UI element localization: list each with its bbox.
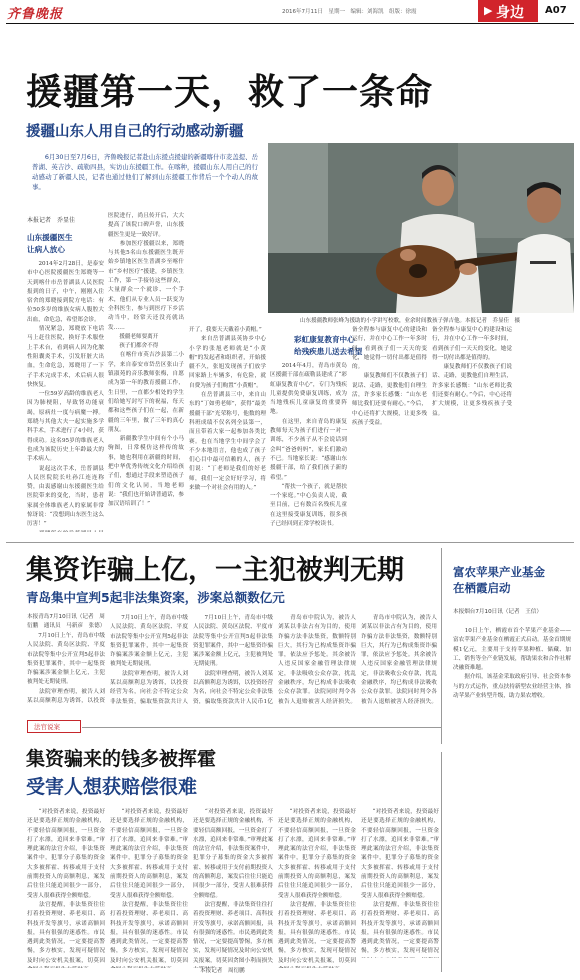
masthead [0, 0, 580, 22]
article2-col2: 7月10日上午，青岛市中级人民法院、黄岛区法院、平度市法院等集中公开宣判5起非法集资犯罪案件，其中一起集资诈骗案涉案金额上亿元，主犯被判处无期徒刑。 法院审理查明，被告人刘某以高额利息为诱饵，以投资经营为名，向社会不特定公众非法集资，骗取集资款共计人 [110, 615, 188, 704]
article1-subhead: 援疆山东人用自己的行动感动新疆 [26, 124, 244, 140]
masthead-meta: 2016年7月11日 星期一 编辑：刘海凯 组版：徐霞 [282, 9, 417, 15]
article2-col3: 7月10日上午，青岛市中级人民法院、黄岛区法院、平度市法院等集中公开宣判5起非法集资犯罪案件，其中一起集资诈骗案涉案金额上亿元，主犯被判处无期徒刑。 法院审理查明，被告人刘某以高额利息为诱饵，以投资经营为名，向社会不特定公众非法集资，骗取集资款共计人民币1亿 [193, 615, 273, 704]
article4-col3: “对投资者来说，投资最好还是要选择正规的金融机构，不要轻信高额回报，一旦资金打了水漂，追回来非常难。”审理此案的法官介绍，非法集资案件中，犯罪分子募集的资金大多被挥霍、转移或用于支付前期投资人的高额利息，案发后往往只能追回很少一部分，受害人很难获得全额赔偿。 法官提醒，非法集资往往打着投资理财、养老项目、高科技开发等旗号，承诺高额回报，具有很强的迷惑性。市民遇到此类情况，一定要提高警惕，多方核实，发现可疑情况及时向公安机关报案，切莫因贪图小利而损失 [193, 809, 273, 964]
article2-subhead: 青岛集中宣判5起非法集资案，涉案总额数亿元 [26, 590, 285, 605]
guitar-teacher-photo [268, 143, 574, 313]
article4-col4: “对投资者来说，投资最好还是要选择正规的金融机构，不要轻信高额回报，一旦资金打了水漂，追回来非常难。”审理此案的法官介绍，非法集资案件中，犯罪分子募集的资金大多被挥霍、转移或用于支付前期投资人的高额利息，案发后往往只能追回很少一部分，受害人很难获得全额赔偿。 法官提醒，非法集资往往打着投资理财、养老项目、高科技开发等旗号，承诺高额回报，具有很强的迷惑性。市民遇到此类情况，一定要提高警惕，多方核实，发现可疑情况及时向公安机关报案，切莫因 [278, 809, 356, 964]
article1-photo-caption: 山东援疆教师张峰为援助的小学讲写校歌，业余时间教孩子弹吉他。本报记者 乔显佳 摄 [300, 318, 521, 324]
section-tab [478, 0, 538, 22]
article1-lead: 6月30日至7月6日，齐鲁晚报记者赴山东援点援建的新疆喀什市麦盖提、岳普湖、英吉沙、疏勒四县，实访山东援疆工作。在喀种，援疆山东人用自己的行动感动了新疆人民，记者也通过他们了解到山东援疆工作背后一个个动人的故事。 [32, 153, 258, 191]
article2-byline: 本报青岛7月10日讯（记者 周衍鹏 通讯员 马新彦 张德） [27, 614, 106, 629]
article1-col2: 医院进行，尚且传开后，大大提高了该院口碑声誉，山东援疆医生更是一致好评。 参加医疗援疆以来，郑晓与其他5名山东援疆医生既开始乡镇地区医生普湖乡至喀什市“乡村医疗”援建，乡镇医生工作，第一手接待这些群众，大量群众一个就诊、一个手术，他们从专业人员一跃变为全科医生，参与到医疗下乡活动当中，经常天还没亮就出发…… 援疆老师要离开 孩子们都舍不得 在喀什市英吉沙县第二小学，来自泰安市岱岳区张山子镇淑苑的音乐教师张梅，自愿成为第一年的教育援疆工作，生日里，一直都少相处的学生们给她写封写下的祝福，每天都和这些孩子们在一起，在新疆的三年里，做了三年的真心朋友。 新疆教学生中间有个小马驹图，日常模仿这样传的故事，她也利用在新疆的时间，把中华优秀传统文化介绍给孩子们，想通过手段来塑造孩子们的文化认同，当地老师说：“我们也开始讲普通话，参加汉语培训了！” [108, 213, 184, 508]
article4-tag-rule [82, 727, 442, 728]
article3-text: 10日上午，栖霞市首个苹果产业基金——富农苹果产业基金在栖霞正式启动。基金首期规模1亿元，主要用于支持苹果种植、储藏、加工、销售等全产业链发展，帮助果农和合作社解决融资难题。 据介绍，该基金采取政府引导、社会资本参与的方式运作，重点扶持新型农业经营主体，推动苹果产业转型升级，助力果农增收。 [453, 628, 571, 700]
article4-col5: “对投资者来说，投资最好还是要选择正规的金融机构，不要轻信高额回报，一旦资金打了水漂，追回来非常难。”审理此案的法官介绍，非法集资案件中，犯罪分子募集的资金大多被挥霍、转移或用于支付前期投资人的高额利息，案发后往往只能追回很少一部分，受害人很难获得全额赔偿。 法官提醒，非法集资往往打着投资理财、养老项目、高科技开发等旗号，承诺高额回报，具有很强的迷惑性。市民遇到此类情况，一定要提高警惕，多方核实，发现可疑情况 [361, 809, 439, 955]
article1-sub2: 彩虹康复教育中心 [294, 335, 355, 344]
article1-sub2b: 给残疾患儿送去希望 [294, 347, 363, 356]
article2-headline: 集资诈骗上亿，一主犯被判无期 [26, 555, 404, 586]
article2-col-divider [441, 548, 442, 744]
article1-col5: 备全程参与康复中心的建设和运行，并在中心工作一年多时间，看到孩子们一天天的变化，她觉得一切付出都是值得的。 康复教师们不仅教孩子们说话、走路，更教他们自理生活，许多家长感慨：“山东老师比我们还要有耐心。”今后，中心还将扩大规模，让更多残疾孩子受益。 [352, 327, 427, 426]
article4-col1: “对投资者来说，投资最好还是要选择正规的金融机构，不要轻信高额回报，一旦资金打了水漂，追回来非常难。”审理此案的法官介绍，非法集资案件中，犯罪分子募集的资金大多被挥霍、转移或用于支付前期投资人的高额利息，案发后往往只能追回很少一部分，受害人很难获得全额赔偿。 法官提醒，非法集资往往打着投资理财、养老项目、高科技开发等旗号，承诺高额回报，具有很强的迷惑性。市民遇到此类情况，一定要提高警惕，多方核实，发现可疑情况及时向公安机关报案，切莫因 [27, 809, 105, 964]
section-label: 身边 [496, 5, 524, 21]
article1-byline: 本报记者 乔显佳 [27, 217, 76, 224]
masthead-rule [6, 23, 574, 24]
article4-col2: “对投资者来说，投资最好还是要选择正规的金融机构，不要轻信高额回报，一旦资金打了水漂，追回来非常难。”审理此案的法官介绍，非法集资案件中，犯罪分子募集的资金大多被挥霍、转移或用于支付前期投资人的高额利息，案发后往往只能追回很少一部分，受害人很难获得全额赔偿。 法官提醒，非法集资往往打着投资理财、养老项目、高科技开发等旗号，承诺高额回报，具有很强的迷惑性。市民遇到此类情况，一定要提高警惕，多方核实，发现可疑情况及时向公安机关报案，切莫因 [110, 809, 188, 964]
article1-sub1b: 让病人放心 [27, 245, 65, 254]
article1-col1: 2014年2月28日，是泰安市中心医院援疆医生郑晓等一天到喀什市岳普湖县人民医院报到的日子，中午，刚刚入住宿舍的郑晓接到院方电话：有位50多岁的维族女病人腹腔大出血，命危急，希望郑会诊。 情况紧急，郑晓放下电话马上赶往医院，换好手术服登上手术台，看到病人因为化脓性阻囊炎手术，引发肝脏大出血，生命危急，郑晓用了一下子手术完成手术，术后病人很快恢复。 一位59岁高龄的维族老人因为肺梗阻，导致肾功能衰竭，原病灶一度与病魔一搏。郑晓与其他大夫一起实施多学科手术，手术进行了4小时，获得成功。这名95岁的维族老人也成为该院历史上年龄最大的手术病人。 说起这次手术，岳普湖县人民医院院长吐孙江连连称赞，由衷感谢山东援疆医生给医院带来的变化，当时，患者家属全体维族老人的家属非常惊讶说：“没想到山东医生这么厉害！” [27, 261, 104, 528]
article1-photo [268, 143, 574, 313]
article1-col6: 备全程参与康复中心的建设和运行，并在中心工作一年多时间，看到孩子们一天天的变化，她觉得一切付出都是值得的。 康复教师们不仅教孩子们说话、走路，更教他们自理生活，许多家长感慨：“山东老师比我们还要有耐心。”今后，中心还将扩大规模，让更多残疾孩子受益。 [432, 327, 512, 417]
article3-byline: 本报烟台7月10日讯（记者 王信） [453, 609, 542, 615]
page-number: A07 [545, 5, 567, 16]
article1-sub1: 山东援疆医生 [27, 233, 73, 242]
article4-byline-end: 本报记者 周衍鹏 [200, 968, 245, 974]
right-column-divider-lower [441, 752, 442, 972]
article4-subhead: 受害人想获赔偿很难 [26, 776, 198, 798]
article4-headline: 集资骗来的钱多被挥霍 [26, 748, 217, 770]
article1-col4: 2014年4月，青岛市黄岛区援疆干部在疏勒县建成了“彩虹康复教育中心”，专门为残疾儿童提供免费康复训练，成为当地残疾儿童康复的重要阵地。 在这里，来自青岛的康复教师每天为孩子们进行一对一训练，不少孩子从不会说话到会叫“爸爸妈妈”，家长们激动不已。当地家长说：“感谢山东援疆干部，给了我们孩子新的希望。” “帮扶一个孩子，就是帮扶一个家庭。”中心负责人说，截至目前，已有数百名残疾儿童在这里接受康复训练，很多孩子已经回到正常学校读书。 [270, 363, 347, 528]
article4-tag [27, 720, 81, 733]
article1-headline: 援疆第一天，救了一条命 [26, 72, 434, 113]
article4-tag-label: 法官说案 [34, 723, 60, 731]
article3-headline: 富农苹果产业基金 在栖霞启动 [453, 565, 545, 595]
article1-col3: 开了，我要天天戴着小黄帽。” 来自岳普湖县英协乡中心小学的张旭老师就是“小黄帽”的发起者和组织者，开始援疆不久，张旭发现孩子们放学回家路上车辆多，有危险，就自费为孩子们购置“小黄帽”。 在岳普湖县三中，来自山东的“丁如勇老师”，获得“最美援疆干部”光荣称号，他数的理科班成绩不仅名列全县第一，而且带着大家一起参加各类比赛。也在当地学生中间学会了不少本地语言，他也成了孩子们心目中最可信赖的人，孩子们说：“丁老师是我们的好老师，我们一定会好好学习，将来做一个对社会有用的人。” [189, 327, 266, 492]
article2-col4: 青岛市中院认为，被告人刘某以非法占有为目的，使用诈骗方法非法集资，数额特别巨大，其行为已构成集资诈骗罪，依法应予惩处。其余被告人违反国家金融管理法律规定，非法吸收公众存款，扰乱金融秩序，均已构成非法吸收公众存款罪。法院同时判令各被告人退赔被害人经济损失。 [278, 615, 356, 704]
article2-col5: 青岛市中院认为，被告人刘某以非法占有为目的，使用诈骗方法非法集资，数额特别巨大，其行为已构成集资诈骗罪，依法应予惩处。其余被告人违反国家金融管理法律规定，非法吸收公众存款，扰乱金融秩序，均已构成非法吸收公众存款罪。法院同时判令各被告人退赔被害人经济损失。 [361, 615, 437, 704]
section-arrow-icon: ▶ [484, 4, 493, 17]
newspaper-logo: 齐鲁晚报 [7, 7, 64, 22]
article2-col1: 7月10日上午，青岛市中级人民法院、黄岛区法院、平度市法院等集中公开宣判5起非法集资犯罪案件，其中一起集资诈骗案涉案金额上亿元，主犯被判处无期徒刑。 法院审理查明，被告人刘某以高额利息为诱饵，以投资 [27, 633, 105, 704]
article1-divider [6, 542, 574, 543]
